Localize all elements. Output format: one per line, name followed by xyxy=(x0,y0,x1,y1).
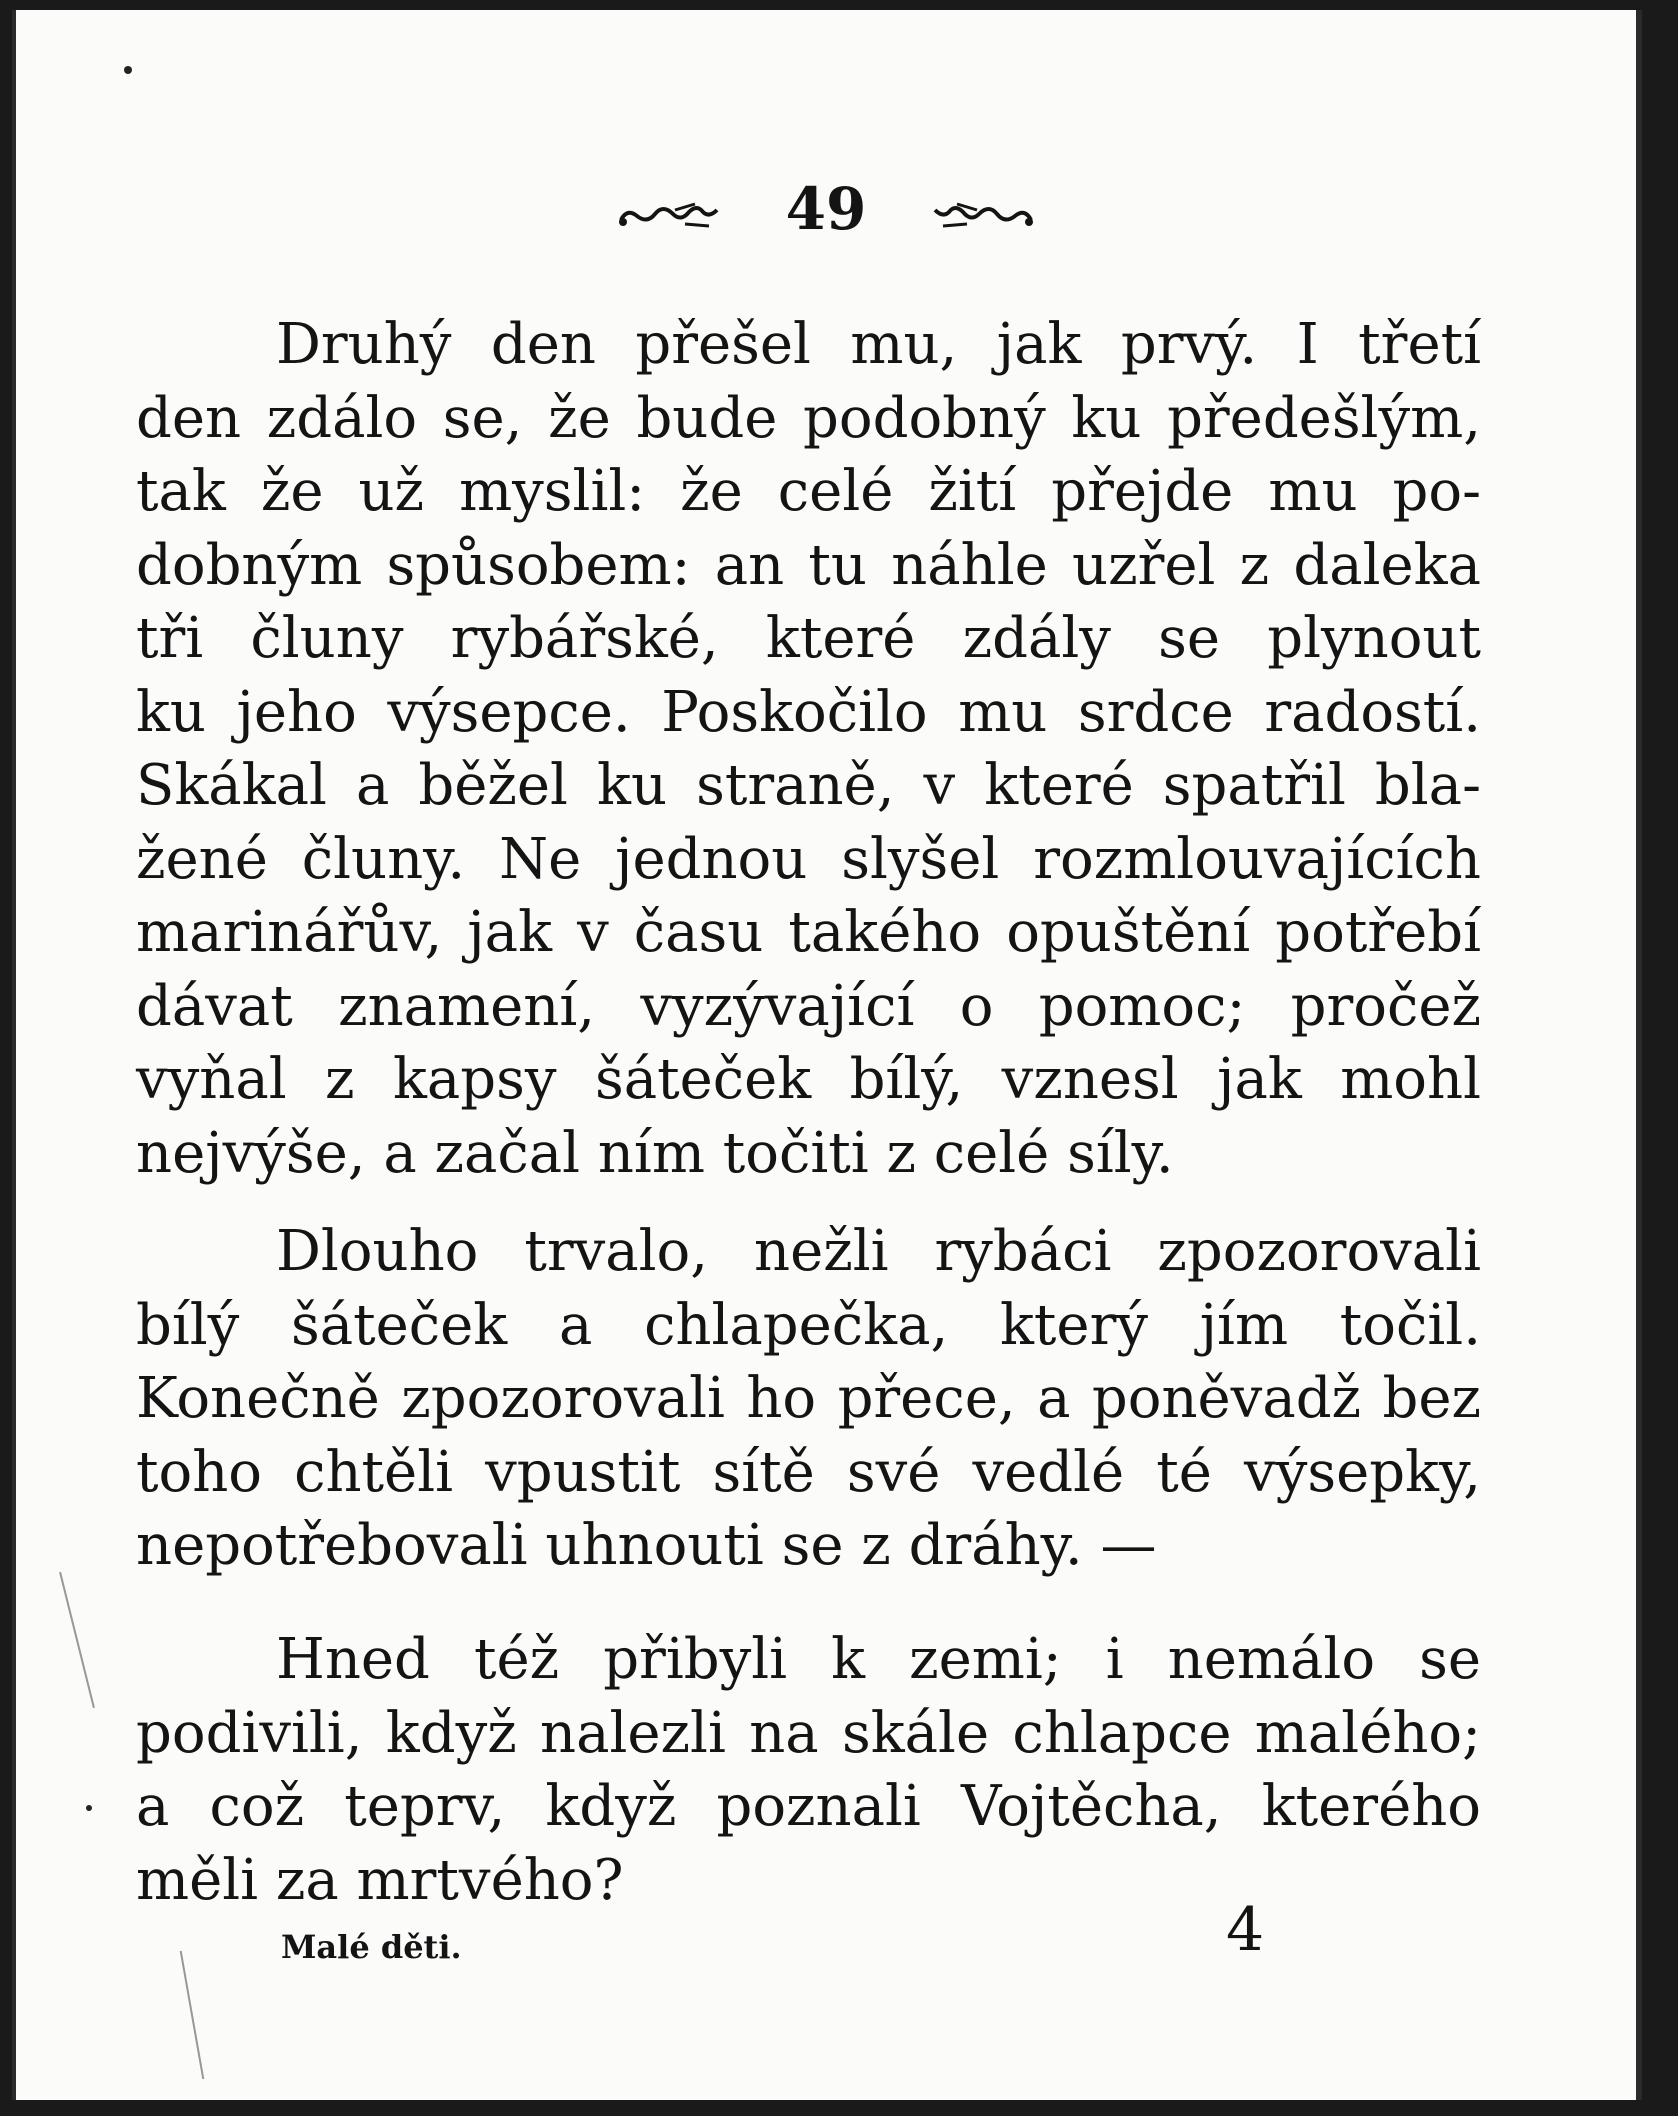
right-ornament-icon xyxy=(927,180,1037,248)
left-ornament-icon xyxy=(615,180,725,248)
text-line: Druhý den přešel mu, jak prvý. I třetí xyxy=(276,312,1481,377)
text-line: a což teprv, když poznali Vojtěcha, kterého xyxy=(136,1774,1481,1839)
text-line: nepotřebovali uhnouti se z dráhy. — xyxy=(136,1513,1157,1578)
signature-mark: Malé děti. xyxy=(281,1928,462,1966)
page-header xyxy=(16,175,1636,248)
text-line: žené čluny. Ne jednou slyšel rozmlouvajících xyxy=(136,826,1481,892)
text-line: tak že už myslil: že celé žití přejde mu po- xyxy=(136,459,1481,524)
scan-edge-mark xyxy=(180,1951,205,2079)
print-speck xyxy=(86,1805,92,1811)
text-line: marinářův, jak v času takého opuštění potřebí xyxy=(136,900,1481,965)
text-line: Dlouho trvalo, nežli rybáci zpozorovali xyxy=(276,1219,1481,1284)
text-line: podivili, když nalezli na skále chlapce malého; xyxy=(136,1700,1481,1766)
text-line: ku jeho výsepce. Poskočilo mu srdce radostí. xyxy=(136,679,1481,745)
paragraph-3 xyxy=(136,1623,1481,1917)
text-line: Skákal a běžel ku straně, v které spatřil bla- xyxy=(136,753,1481,818)
text-line: nejvýše, a začal ním točiti z celé síly. xyxy=(136,1120,1174,1186)
page-number: 49 xyxy=(785,175,867,243)
print-speck xyxy=(124,66,132,74)
scan-edge-mark xyxy=(59,1572,95,1708)
text-line: tři čluny rybářské, které zdály se plynout xyxy=(136,606,1481,671)
paragraph-2 xyxy=(136,1215,1481,1583)
text-line: dávat znamení, vyzývající o pomoc; pročež xyxy=(136,973,1481,1039)
text-line: Konečně zpozorovali ho přece, a poněvadž bez xyxy=(136,1366,1481,1431)
text-line: dobným spůsobem: an tu náhle uzřel z daleka xyxy=(136,532,1481,598)
book-page xyxy=(12,10,1642,2100)
sheet-number: 4 xyxy=(1226,1895,1265,1965)
paragraph-1 xyxy=(136,308,1481,1190)
text-line: den zdálo se, že bude podobný ku předešlým, xyxy=(136,385,1481,451)
text-line: měli za mrtvého? xyxy=(136,1847,624,1913)
text-line: Hned též přibyli k zemi; i nemálo se xyxy=(276,1627,1481,1692)
text-line: bílý šáteček a chlapečka, který jím točil. xyxy=(136,1292,1481,1358)
text-line: vyňal z kapsy šáteček bílý, vznesl jak mohl xyxy=(136,1047,1481,1112)
text-line: toho chtěli vpustit sítě své vedlé té výsepky, xyxy=(136,1439,1481,1505)
